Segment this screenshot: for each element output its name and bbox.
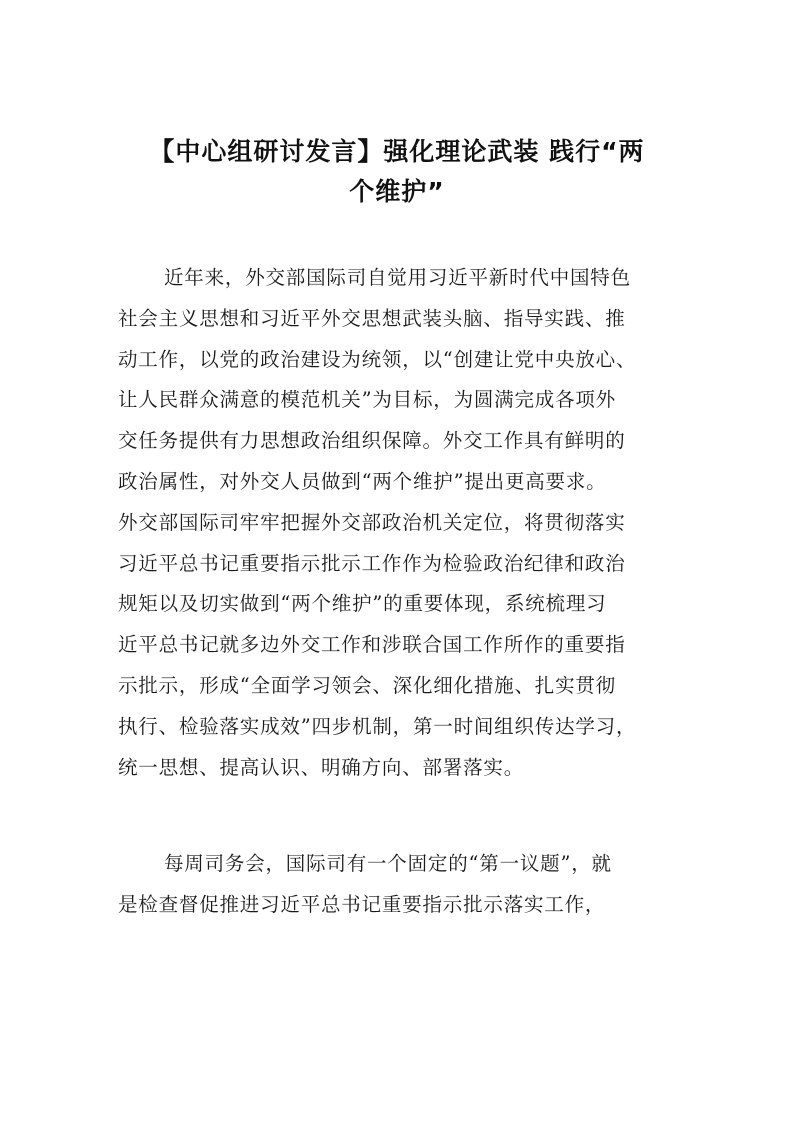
title-line: 个维护”	[349, 177, 445, 206]
paragraph-line: 每周司务会，国际司有一个固定的“第一议题”，就	[164, 852, 612, 875]
paragraph	[118, 258, 690, 788]
paragraph-line: 交任务提供有力思想政治组织保障。外交工作具有鲜明的	[118, 429, 626, 453]
paragraph-line: 执行、检验落实成效”四步机制，第一时间组织传达学习，	[118, 714, 637, 738]
paragraph-line: 是检查督促推进习近平总书记重要指示批示落实工作，	[118, 892, 606, 916]
paragraph-line: 近平总书记就多边外交工作和涉联合国工作所作的重要指	[118, 633, 626, 657]
paragraph-line: 习近平总书记重要指示批示工作作为检验政治纪律和政治	[118, 551, 626, 575]
paragraph	[118, 844, 690, 926]
paragraph-line: 动工作，以党的政治建设为统领，以“创建让党中央放心、	[118, 347, 637, 371]
paragraph-line: 政治属性，对外交人员做到“两个维护”提出更高要求。	[118, 469, 607, 493]
paragraph-line: 近年来，外交部国际司自觉用习近平新时代中国特色	[164, 266, 631, 289]
paragraph-line: 示批示，形成“全面学习领会、深化细化措施、扎实贯彻	[118, 673, 616, 697]
paragraph-line: 规矩以及切实做到“两个维护”的重要体现，系统梳理习	[118, 592, 607, 616]
paragraph-line: 社会主义思想和习近平外交思想武装头脑、指导实践、推	[118, 306, 626, 330]
title-line: 【中心组研讨发言】强化理论武装 践行“两	[149, 137, 645, 166]
paragraph-line: 让人民群众满意的模范机关”为目标，为圆满完成各项外	[118, 388, 616, 412]
document-title	[100, 132, 694, 212]
paragraph-line: 统一思想、提高认识、明确方向、部署落实。	[118, 755, 525, 779]
paragraph-line: 外交部国际司牢牢把握外交部政治机关定位，将贯彻落实	[118, 510, 626, 534]
